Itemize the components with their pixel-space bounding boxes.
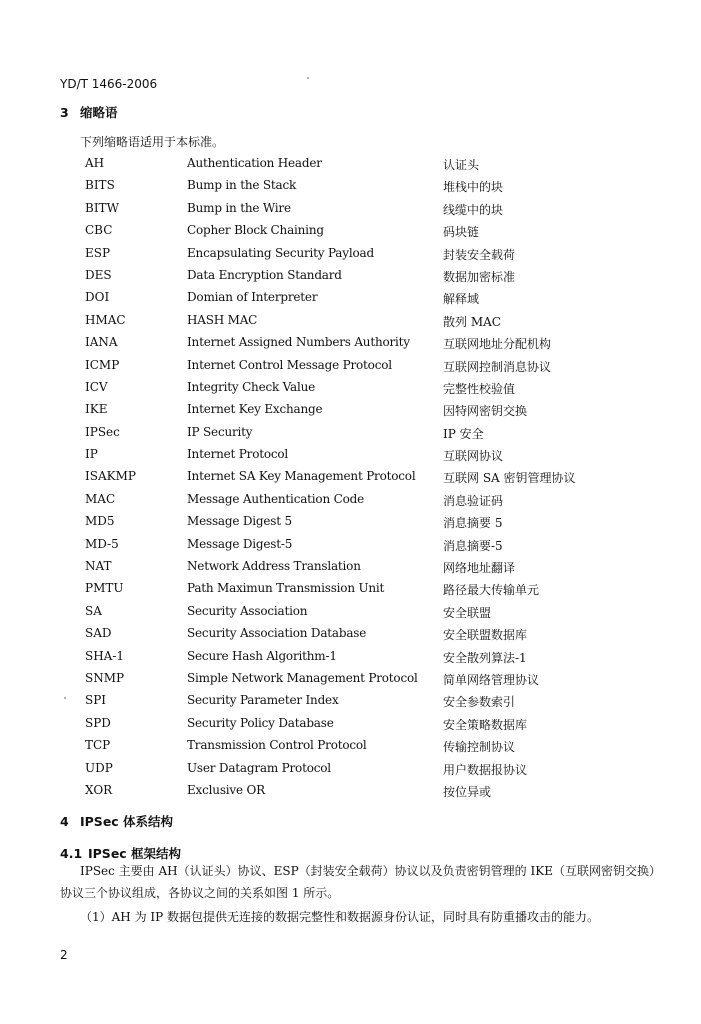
abbreviation-english: Message Digest 5 xyxy=(187,514,292,529)
abbreviation-term: AH xyxy=(85,156,105,170)
abbreviation-term: SA xyxy=(85,603,102,618)
abbreviation-english: IP Security xyxy=(187,424,253,439)
abbreviation-chinese: 堆栈中的块 xyxy=(443,180,504,195)
abbreviation-english: Security Policy Database xyxy=(187,715,334,730)
abbreviation-chinese: 因特网密钥交换 xyxy=(443,404,528,419)
abbreviation-english: Internet Control Message Protocol xyxy=(187,357,392,372)
section-number: 4 xyxy=(60,814,69,829)
abbreviation-chinese: 用户数据报协议 xyxy=(443,762,528,777)
abbreviation-english: User Datagram Protocol xyxy=(187,760,331,775)
abbreviation-chinese: 安全参数索引 xyxy=(443,695,516,710)
abbreviation-english: Authentication Header xyxy=(187,156,322,170)
abbreviation-chinese: 消息摘要 5 xyxy=(443,516,503,531)
abbreviation-term: SNMP xyxy=(85,670,125,685)
section-3-heading xyxy=(60,103,118,121)
abbreviation-english: Message Authentication Code xyxy=(187,491,364,506)
abbreviation-english: Simple Network Management Protocol xyxy=(187,670,418,685)
abbreviation-term: CBC xyxy=(85,223,113,238)
abbreviation-chinese: 安全联盟 xyxy=(443,605,492,620)
abbreviation-chinese: 路径最大传输单元 xyxy=(443,583,540,598)
section-title: IPSec 体系结构 xyxy=(80,814,174,829)
abbreviation-english: Message Digest-5 xyxy=(187,536,293,551)
abbreviation-chinese: 数据加密标准 xyxy=(443,269,516,284)
abbreviation-term: SPI xyxy=(85,693,107,708)
abbreviation-english: Security Association Database xyxy=(187,626,367,641)
abbreviation-chinese: 认证头 xyxy=(443,158,480,172)
abbreviation-chinese: 解释域 xyxy=(443,292,480,307)
abbreviation-term: IANA xyxy=(85,335,118,350)
abbreviation-chinese: 封装安全载荷 xyxy=(443,247,516,262)
abbreviation-chinese: IP 安全 xyxy=(443,426,484,441)
section-title: 缩略语 xyxy=(80,105,118,120)
abbreviation-term: NAT xyxy=(85,559,112,574)
abbreviation-term: ISAKMP xyxy=(85,469,136,484)
abbreviation-english: Exclusive OR xyxy=(187,782,265,797)
abbreviation-chinese: 消息验证码 xyxy=(443,493,504,508)
abbreviation-term: SAD xyxy=(85,626,112,641)
abbreviation-term: PMTU xyxy=(85,581,124,596)
abbreviation-chinese: 安全策略数据库 xyxy=(443,717,528,732)
abbreviation-term: DES xyxy=(85,267,112,282)
section-3-intro: 下列缩略语适用于本标准。 xyxy=(80,135,225,149)
abbreviation-chinese: 按位异或 xyxy=(443,784,492,799)
abbreviation-chinese: 互联网控制消息协议 xyxy=(443,359,552,374)
abbreviation-term: IPSec xyxy=(85,424,120,439)
abbreviation-english: Network Address Translation xyxy=(187,559,361,574)
abbreviation-chinese: 散列 MAC xyxy=(443,314,501,329)
subsection-number: 4.1 xyxy=(60,846,83,861)
abbreviation-chinese: 码块链 xyxy=(443,225,480,240)
abbreviation-term: ESP xyxy=(85,245,111,260)
abbreviation-english: Bump in the Stack xyxy=(187,178,297,193)
abbreviation-term: BITW xyxy=(85,200,119,215)
section-number: 3 xyxy=(60,105,69,120)
abbreviation-term: ICMP xyxy=(85,357,120,372)
abbreviation-term: MAC xyxy=(85,491,116,506)
abbreviation-term: IKE xyxy=(85,402,108,417)
paragraph-ah-description: （1）AH 为 IP 数据包提供无连接的数据完整性和数据源身份认证，同时具有防重播攻击的能力。 xyxy=(80,910,600,924)
abbreviation-english: Security Association xyxy=(187,603,308,618)
abbreviation-chinese: 互联网协议 xyxy=(443,449,504,464)
abbreviation-term: SPD xyxy=(85,715,111,730)
abbreviation-english: HASH MAC xyxy=(187,312,258,327)
abbreviation-english: Internet Assigned Numbers Authority xyxy=(187,335,410,350)
abbreviation-english: Integrity Check Value xyxy=(187,379,316,394)
abbreviation-term: HMAC xyxy=(85,312,126,327)
abbreviation-english: Internet SA Key Management Protocol xyxy=(187,469,416,484)
abbreviation-chinese: 完整性校验值 xyxy=(443,381,516,396)
abbreviation-term: IP xyxy=(85,447,98,462)
abbreviation-english: Internet Protocol xyxy=(187,447,289,462)
abbreviation-english: Data Encryption Standard xyxy=(187,267,342,282)
abbreviation-chinese: 互联网地址分配机构 xyxy=(443,337,552,352)
abbreviation-term: DOI xyxy=(85,290,110,305)
abbreviation-chinese: 安全散列算法-1 xyxy=(443,650,527,665)
abbreviation-english: Bump in the Wire xyxy=(187,200,291,215)
abbreviation-english: Secure Hash Algorithm-1 xyxy=(187,648,337,663)
abbreviation-chinese: 简单网络管理协议 xyxy=(443,672,540,687)
abbreviation-chinese: 网络地址翻译 xyxy=(443,561,516,576)
abbreviation-english: Path Maximun Transmission Unit xyxy=(187,581,385,596)
abbreviation-english: Domian of Interpreter xyxy=(187,290,318,305)
abbreviation-english: Encapsulating Security Payload xyxy=(187,245,374,260)
abbreviation-term: ICV xyxy=(85,379,108,394)
standard-code: YD/T 1466-2006 xyxy=(60,77,158,91)
subsection-title: IPSec 框架结构 xyxy=(88,846,182,861)
abbreviation-english: Internet Key Exchange xyxy=(187,402,323,417)
abbreviation-term: TCP xyxy=(85,738,111,753)
abbreviation-term: SHA-1 xyxy=(85,648,125,663)
abbreviation-term: UDP xyxy=(85,760,113,775)
abbreviation-term: MD5 xyxy=(85,514,115,529)
abbreviation-term: BITS xyxy=(85,178,115,193)
abbreviation-chinese: 安全联盟数据库 xyxy=(443,628,528,643)
abbreviation-chinese: 互联网 SA 密钥管理协议 xyxy=(443,471,576,486)
abbreviation-chinese: 线缆中的块 xyxy=(443,202,504,217)
abbreviation-english: Transmission Control Protocol xyxy=(187,738,367,753)
abbreviation-chinese: 传输控制协议 xyxy=(443,740,516,755)
abbreviation-english: Copher Block Chaining xyxy=(187,223,324,238)
abbreviation-english: Security Parameter Index xyxy=(187,693,339,708)
page-number: 2 xyxy=(60,948,68,962)
section-4-heading xyxy=(60,812,173,830)
abbreviation-chinese: 消息摘要-5 xyxy=(443,538,503,553)
scan-speck xyxy=(64,697,66,699)
abbreviation-term: MD-5 xyxy=(85,536,119,551)
abbreviation-term: XOR xyxy=(85,782,113,797)
paragraph-ipsec-overview: IPSec 主要由 AH（认证头）协议、ESP（封装安全载荷）协议以及负责密钥管理的 IKE（互联网密钥交换）协议三个协议组成，各协议之间的关系如图 1 所示。 xyxy=(60,864,655,900)
scan-speck xyxy=(307,77,309,79)
